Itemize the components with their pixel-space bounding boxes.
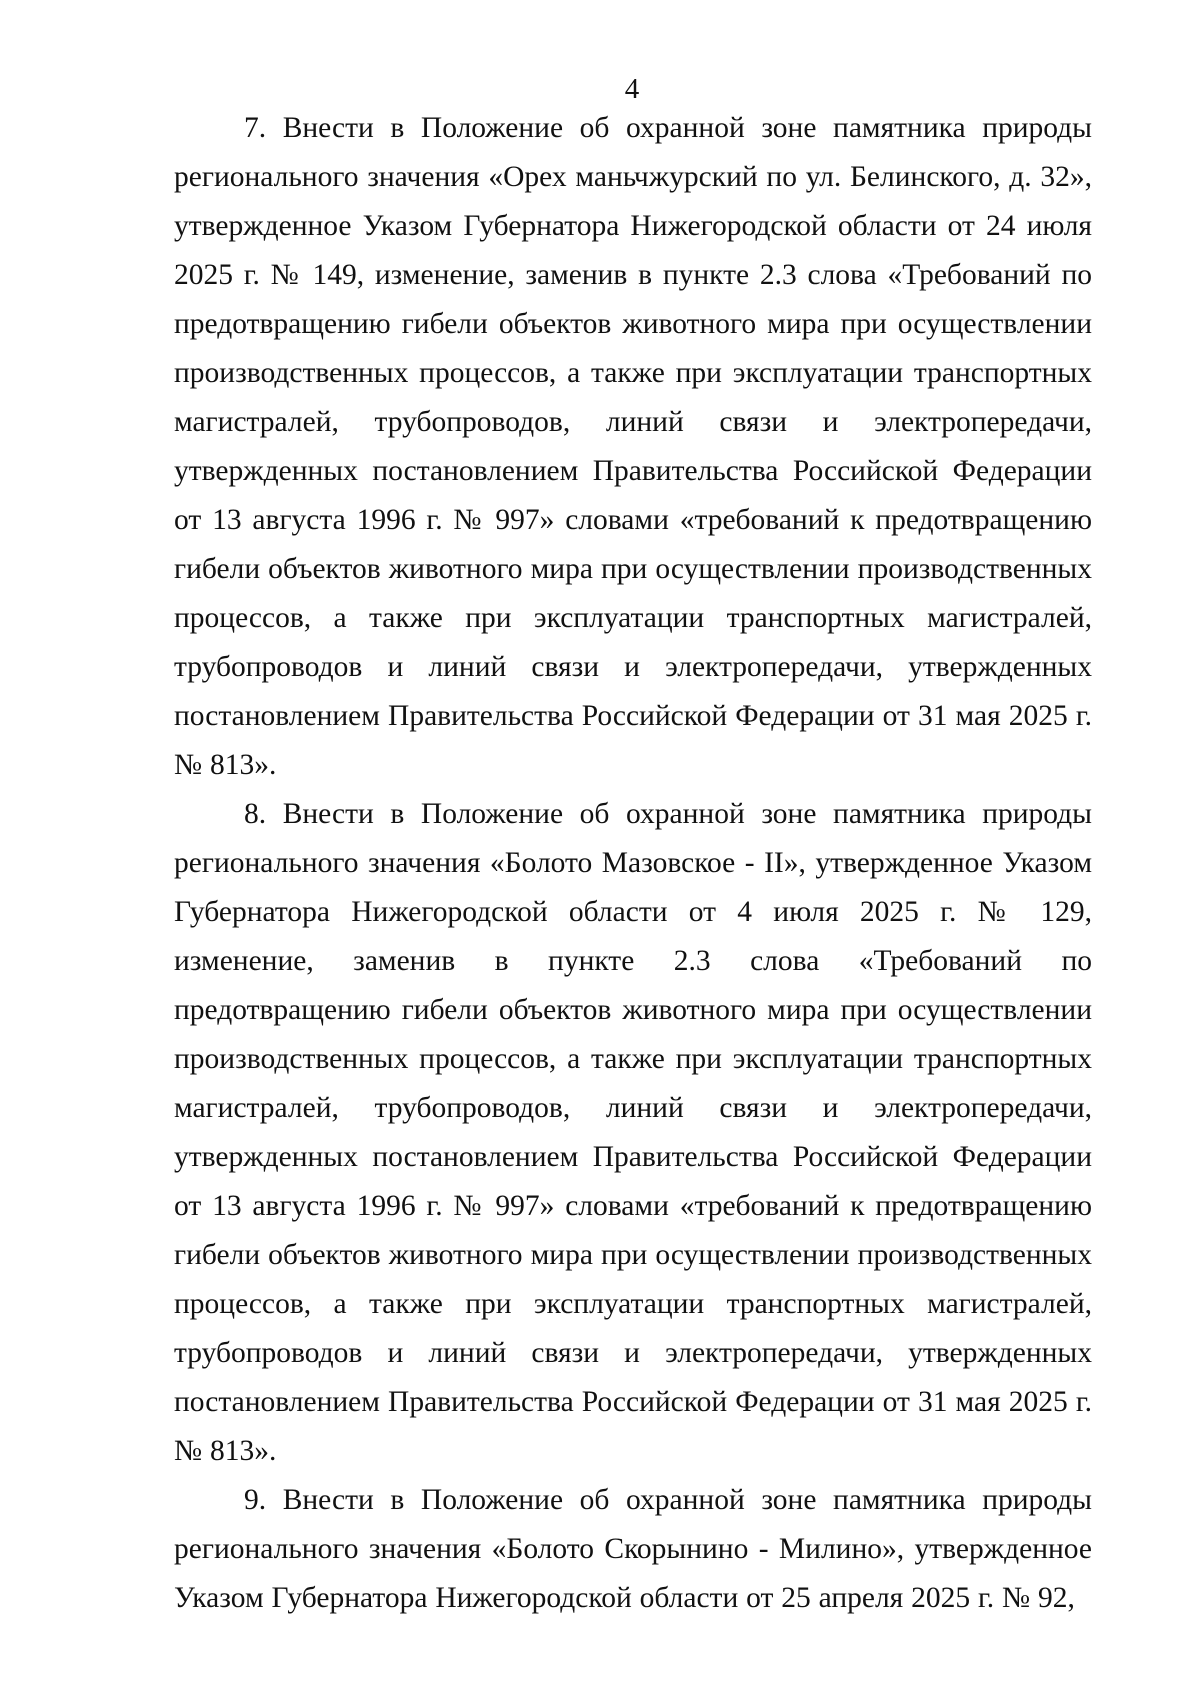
paragraph-9: 9. Внести в Положение об охранной зоне памятника природы регионального значения «Болото Скорынино - Милино», утвержденное Указом Губернатора Нижегородской области от 25 апреля 2025 г. № 92, (174, 1484, 1092, 1614)
paragraph-8: 8. Внести в Положение об охранной зоне памятника природы регионального значения «Болото Мазовское - II», утвержденное Указом Губернатора Нижегородской области от 4 июля 2025 г. № 129, изменение, заменив в пункте 2.3 слова «Требований по предотвращению гибели объектов животного мира при осуществлении производственных процессов, а также при эксплуатации транспортных магистралей, трубопроводов, линий связи и электропередачи, утвержденных постановлением Правительства Российской Федерации от 13 августа 1996 г. № 997» словами «требований к предотвращению гибели объектов животного мира при осуществлении производственных процессов, а также при эксплуатации транспортных магистралей, трубопроводов и линий связи и электропередачи, утвержденных постановлением Правительства Российской Федерации от 31 мая 2025 г. № 813». (174, 798, 1092, 1467)
paragraph-7: 7. Внести в Положение об охранной зоне памятника природы регионального значения «Орех маньчжурский по ул. Белинского, д. 32», утвержденное Указом Губернатора Нижегородской области от 24 июля 2025 г. № 149, изменение, заменив в пункте 2.3 слова «Требований по предотвращению гибели объектов животного мира при осуществлении производственных процессов, а также при эксплуатации транспортных магистралей, трубопроводов, линий связи и электропередачи, утвержденных постановлением Правительства Российской Федерации от 13 августа 1996 г. № 997» словами «требований к предотвращению гибели объектов животного мира при осуществлении производственных процессов, а также при эксплуатации транспортных магистралей, трубопроводов и линий связи и электропередачи, утвержденных постановлением Правительства Российской Федерации от 31 мая 2025 г. № 813». (174, 112, 1092, 781)
page-number: 4 (624, 73, 640, 105)
document-body (174, 104, 1092, 1623)
